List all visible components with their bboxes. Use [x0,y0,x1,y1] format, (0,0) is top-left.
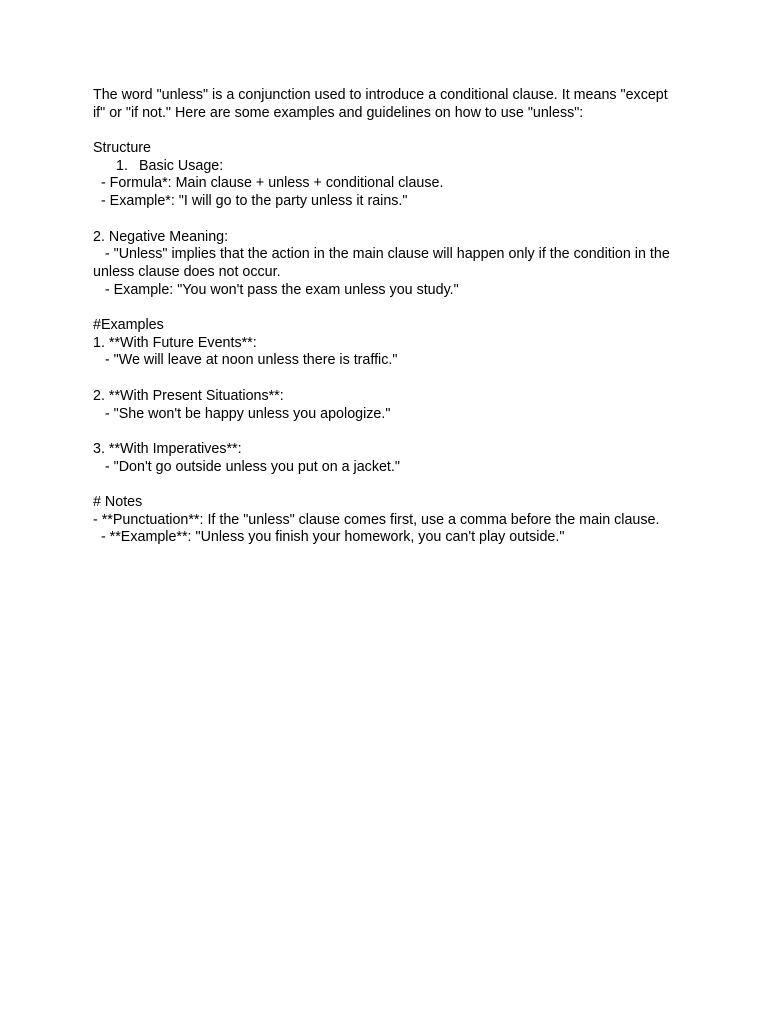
example-title: 2. **With Present Situations**: [93,387,284,404]
example-title: 1. **With Future Events**: [93,334,257,351]
notes-example-line: - **Example**: "Unless you finish your homework, you can't play outside." [93,529,565,546]
negative-meaning-heading: 2. Negative Meaning: [93,228,229,245]
spacer [93,370,673,388]
negative-meaning-description: - "Unless" implies that the action in the main clause will happen only if the condition in the unless clause does not occur. [93,246,674,280]
list-label: Basic Usage: [139,157,224,174]
structure-heading: Structure [93,140,152,157]
example-title: 3. **With Imperatives**: [93,440,242,457]
structure-list-item-basic-usage [93,158,673,176]
example-text: - "We will leave at noon unless there is traffic." [93,352,398,369]
spacer [93,476,673,494]
spacer [93,122,673,140]
examples-heading: #Examples [93,317,164,334]
spacer [93,211,673,229]
intro-paragraph: The word "unless" is a conjunction used to introduce a conditional clause. It means "except if" or "if not." Here are some examples and guidelines on how to use "unless": [93,87,668,121]
example-text: - "She won't be happy unless you apologize." [93,405,391,422]
example-text: - "Don't go outside unless you put on a jacket." [93,458,400,475]
notes-punctuation-line: - **Punctuation**: If the "unless" clause comes first, use a comma before the main clause. [93,511,660,528]
spacer [93,423,673,441]
spacer [93,299,673,317]
formula-line: - Formula*: Main clause + unless + conditional clause. [93,175,444,192]
negative-meaning-example: - Example: "You won't pass the exam unless you study." [93,281,459,298]
list-number: 1. [116,157,128,174]
basic-usage-example-line: - Example*: "I will go to the party unless it rains." [93,193,408,210]
document-body [93,87,673,547]
notes-heading: # Notes [93,494,143,511]
